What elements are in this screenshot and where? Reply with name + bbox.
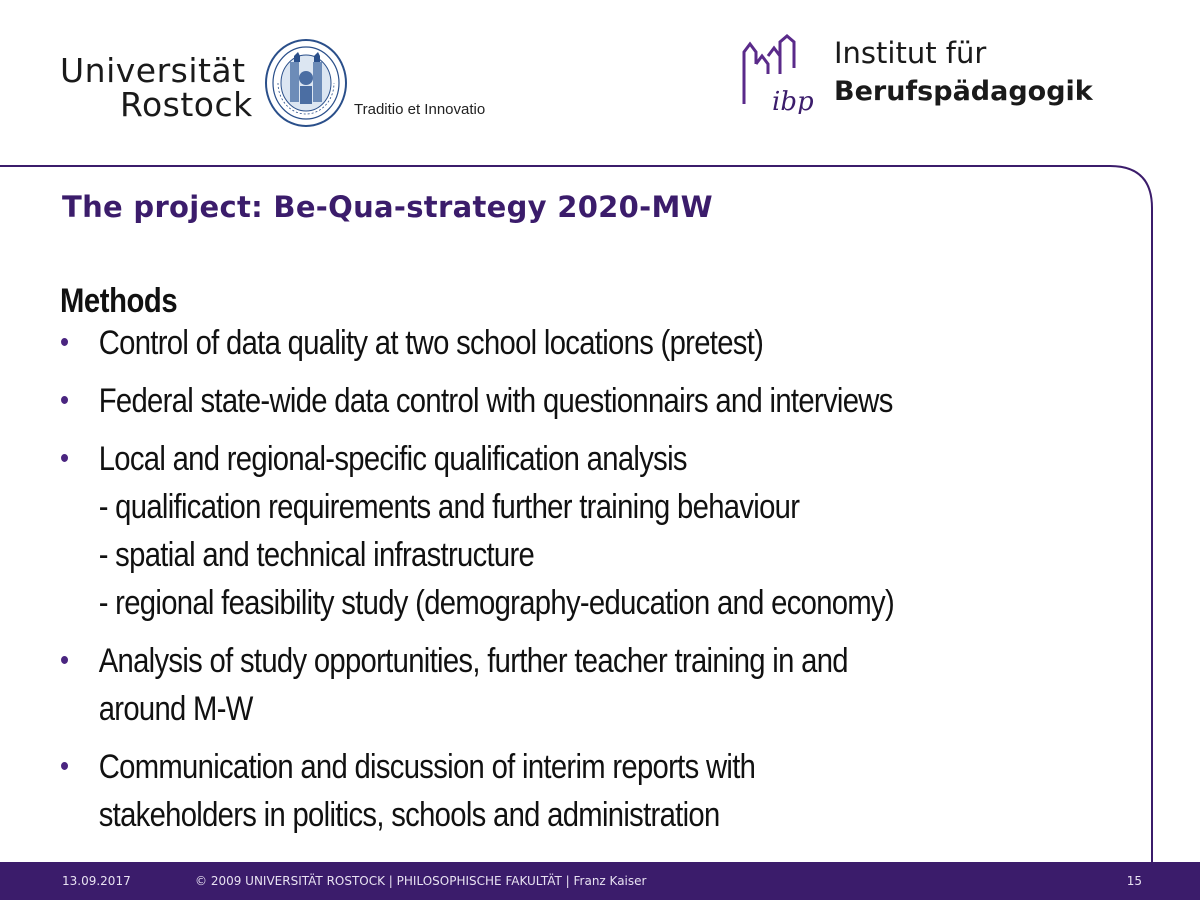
university-name-line1: Universität bbox=[60, 51, 246, 90]
list-subitem: - qualification requirements and further training behaviour bbox=[98, 488, 800, 526]
footer-bar bbox=[0, 862, 1200, 900]
bullet-icon: • bbox=[60, 326, 69, 359]
list-item-text: Communication and discussion of interim reports with bbox=[98, 748, 756, 786]
section-heading: Methods bbox=[60, 282, 178, 320]
bullet-icon: • bbox=[60, 442, 69, 475]
university-logo bbox=[60, 38, 500, 134]
university-seal-icon bbox=[264, 38, 348, 128]
university-name-line2: Rostock bbox=[120, 85, 253, 124]
ibp-building-icon bbox=[740, 34, 830, 114]
list-item-text: Federal state-wide data control with questionnairs and interviews bbox=[98, 382, 893, 420]
footer-date: 13.09.2017 bbox=[62, 874, 131, 888]
list-item bbox=[60, 435, 1131, 627]
institute-name-line1: Institut für bbox=[834, 36, 987, 70]
institute-logo bbox=[740, 34, 1120, 118]
svg-text:ibp: ibp bbox=[772, 87, 814, 114]
list-subitem: - regional feasibility study (demography-education and economy) bbox=[98, 584, 895, 622]
list-item-text: Control of data quality at two school locations (pretest) bbox=[98, 324, 764, 362]
list-item bbox=[60, 743, 1131, 839]
bullet-icon: • bbox=[60, 750, 69, 783]
slide-title: The project: Be-Qua-strategy 2020-MW bbox=[62, 190, 713, 224]
list-item bbox=[60, 637, 1131, 733]
bullet-list bbox=[60, 319, 1120, 839]
list-item-continuation: stakeholders in politics, schools and administration bbox=[98, 796, 720, 834]
institute-name-line2: Berufspädagogik bbox=[834, 76, 1093, 107]
university-wordmark bbox=[60, 51, 253, 124]
bullet-icon: • bbox=[60, 384, 69, 417]
slide-content bbox=[60, 282, 1120, 849]
list-item-text: Analysis of study opportunities, further teacher training in and bbox=[98, 642, 848, 680]
list-item-continuation: around M-W bbox=[98, 690, 253, 728]
page-number: 15 bbox=[1126, 874, 1142, 888]
list-subitem: - spatial and technical infrastructure bbox=[98, 536, 535, 574]
bullet-icon: • bbox=[60, 644, 69, 677]
list-item-text: Local and regional-specific qualification analysis bbox=[98, 440, 687, 478]
list-item bbox=[60, 377, 1131, 425]
university-motto: Traditio et Innovatio bbox=[354, 101, 486, 118]
list-item bbox=[60, 319, 1131, 367]
footer-copyright: © 2009 UNIVERSITÄT ROSTOCK | PHILOSOPHISCHE FAKULTÄT | Franz Kaiser bbox=[195, 874, 647, 888]
